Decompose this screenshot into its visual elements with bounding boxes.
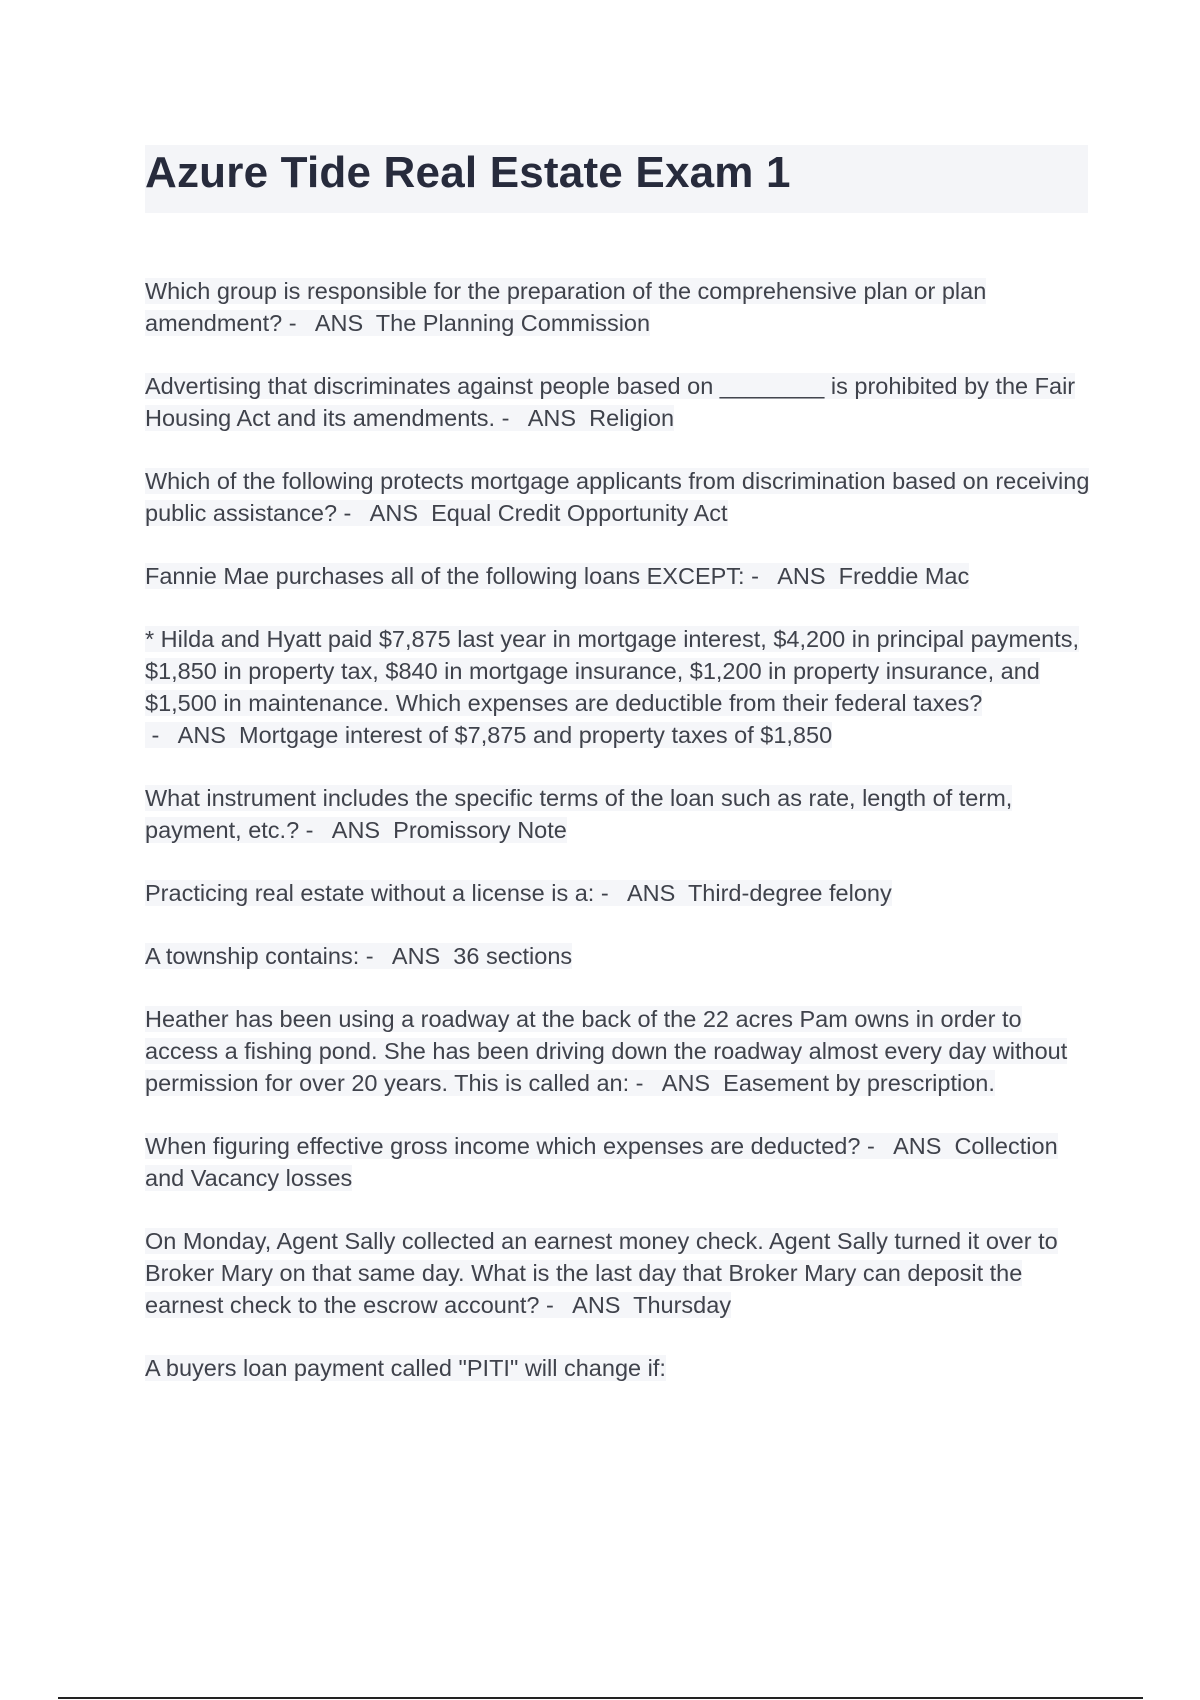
answer-text: Thursday (633, 1292, 732, 1318)
answer-separator: - ANS (495, 405, 590, 431)
question-text: Heather has been using a roadway at the back of the 22 acres Pam owns in order to access a fishing pond. She has been driving down the roadway almost every day without permission for over 20 years. This is called an: (145, 1006, 1068, 1096)
answer-separator: - ANS (337, 500, 432, 526)
page-bottom-rule (58, 1697, 1143, 1699)
question-text: * Hilda and Hyatt paid $7,875 last year in mortgage interest, $4,200 in principal payments, $1,850 in property tax, $840 in mortgage insurance, $1,200 in property insurance, and $1,500 in maintenance. Which expenses are deductible from their federal taxes? (145, 626, 1080, 716)
answer-separator: - ANS (539, 1292, 634, 1318)
qa-item (145, 275, 1095, 339)
question-text: A buyers loan payment called "PITI" will change if: (145, 1355, 666, 1381)
answer-text: Mortgage interest of $7,875 and property taxes of $1,850 (239, 722, 833, 748)
qa-item (145, 1225, 1095, 1321)
qa-item (145, 782, 1095, 846)
question-text: Practicing real estate without a license is a: (145, 880, 595, 906)
page-title: Azure Tide Real Estate Exam 1 (145, 148, 791, 197)
answer-text: The Planning Commission (375, 310, 651, 336)
question-text: Which group is responsible for the preparation of the comprehensive plan or plan amendment? (145, 278, 987, 336)
question-text: A township contains: (145, 943, 360, 969)
qa-item (145, 370, 1095, 434)
answer-separator: - ANS (594, 880, 688, 906)
qa-item (145, 1130, 1095, 1194)
qa-item (145, 1003, 1095, 1099)
answer-text: 36 sections (453, 943, 573, 969)
answer-separator: - ANS (860, 1133, 955, 1159)
answer-separator: - ANS (629, 1070, 724, 1096)
question-text: Advertising that discriminates against people based on ________ is prohibited by the Fair Housing Act and its amendments. (145, 373, 1076, 431)
qa-item-trailing (145, 1352, 1095, 1384)
answer-text: Third-degree felony (687, 880, 892, 906)
answer-text: Religion (589, 405, 675, 431)
qa-item (145, 623, 1095, 751)
answer-separator: - ANS (359, 943, 454, 969)
qa-item (145, 877, 1095, 909)
answer-text: Easement by prescription. (723, 1070, 995, 1096)
qa-item (145, 560, 1095, 592)
question-text: What instrument includes the specific terms of the loan such as rate, length of term, payment, etc.? (145, 785, 1013, 843)
qa-list (145, 275, 1095, 1415)
question-text: Which of the following protects mortgage applicants from discrimination based on receiving public assistance? (145, 468, 1090, 526)
answer-text: Promissory Note (393, 817, 567, 843)
answer-separator: - ANS (145, 722, 240, 748)
question-text: When figuring effective gross income which expenses are deducted? (145, 1133, 861, 1159)
question-text: On Monday, Agent Sally collected an earnest money check. Agent Sally turned it over to Broker Mary on that same day. What is the last day that Broker Mary can deposit the earnest check to the escrow account? (145, 1228, 1058, 1318)
answer-text: Collection and Vacancy losses (145, 1133, 1058, 1191)
answer-text: Equal Credit Opportunity Act (431, 500, 728, 526)
qa-item (145, 465, 1095, 529)
answer-separator: - ANS (282, 310, 376, 336)
qa-item (145, 940, 1095, 972)
answer-separator: - ANS (744, 563, 839, 589)
answer-separator: - ANS (299, 817, 394, 843)
question-text: Fannie Mae purchases all of the following loans EXCEPT: (145, 563, 745, 589)
answer-text: Freddie Mac (838, 563, 970, 589)
